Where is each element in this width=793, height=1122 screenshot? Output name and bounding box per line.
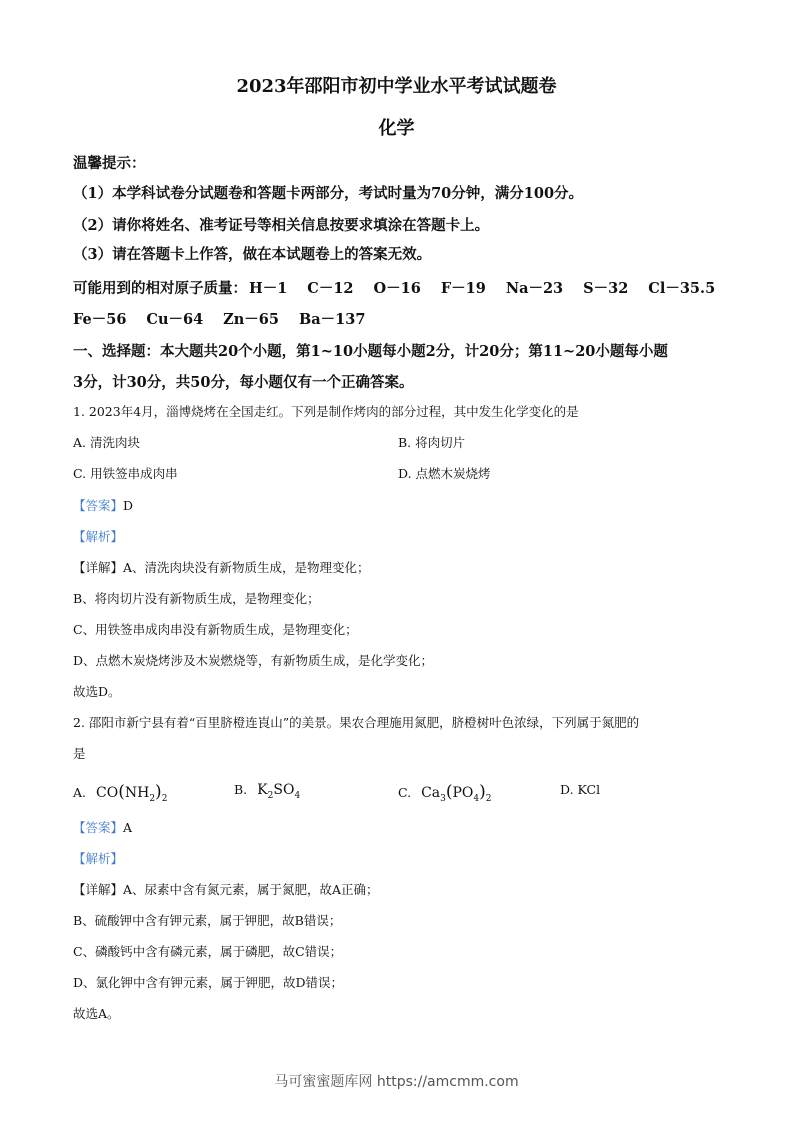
formula-part: PO <box>452 785 474 801</box>
atomic-mass-item: Cl－35.5 <box>648 280 716 297</box>
tip-item: （2）请你将姓名、准考证号等相关信息按要求填涂在答题卡上。 <box>73 217 490 234</box>
formula-subscript: 3 <box>440 794 446 804</box>
subject-title: 化学 <box>378 118 415 139</box>
q1-option-b: B. 将肉切片 <box>398 435 466 450</box>
tip-item: （1）本学科试卷分试题卷和答题卡两部分，考试时量为70分钟，满分100分。 <box>73 185 584 202</box>
q2-analysis-tag: 【解析】 <box>73 851 124 866</box>
formula-subscript: 4 <box>294 791 301 801</box>
atomic-mass-item: Fe－56 <box>73 311 127 328</box>
formula-part: NH <box>124 785 150 801</box>
tips-heading: 温馨提示： <box>73 155 146 172</box>
q2-detail-line: 故选A。 <box>73 1006 120 1021</box>
formula-subscript: 2 <box>267 791 274 801</box>
answer-value: A <box>123 820 133 835</box>
atomic-mass-item: Zn－65 <box>223 311 279 328</box>
q1-detail-line: C、用铁签串成肉串没有新物质生成，是物理变化； <box>73 622 358 637</box>
q2-option-a <box>73 782 167 802</box>
q1-option-c: C. 用铁签串成肉串 <box>73 466 178 481</box>
formula-part: SO <box>273 782 295 798</box>
q1-detail-line: D、点燃木炭烧烤涉及木炭燃烧等，有新物质生成，是化学变化； <box>73 653 434 668</box>
section-heading-line2: 3分，计30分，共50分，每小题仅有一个正确答案。 <box>73 374 414 391</box>
q2-option-c <box>398 782 492 802</box>
atomic-masses-line2 <box>73 308 385 329</box>
footer-watermark: 马可蜜蜜题库网 https://amcmm.com <box>274 1074 519 1090</box>
option-label: A. <box>73 785 87 800</box>
formula-part: CO <box>96 785 119 801</box>
atomic-mass-item: Ba－137 <box>298 311 366 328</box>
q2-stem-line1: 2. 邵阳市新宁县有着“百里脐橙连崀山”的美景。果农合理施用氮肥，脐橙树叶色浓绿，下列属于氮肥的 <box>73 715 640 730</box>
atomic-mass-item: Na－23 <box>505 280 564 297</box>
q2-answer <box>73 818 132 836</box>
atomic-masses-line1 <box>73 277 715 298</box>
formula-subscript: 4 <box>473 794 480 804</box>
answer-tag: 【答案】 <box>73 820 124 835</box>
q2-detail-line: C、磷酸钙中含有磷元素，属于磷肥，故C错误； <box>73 944 343 959</box>
tip-item: （3）请在答题卡上作答，做在本试题卷上的答案无效。 <box>73 246 432 263</box>
formula-potassium-sulfate <box>257 782 301 801</box>
formula-subscript: 2 <box>161 794 168 804</box>
q2-detail-line: D、氯化钾中含有钾元素，属于钾肥，故D错误； <box>73 975 344 990</box>
atomic-masses-label: 可能用到的相对原子质量： <box>73 280 247 297</box>
option-label: C. <box>398 785 412 800</box>
formula-part: K <box>257 782 268 798</box>
section-heading-line1: 一、选择题：本大题共20个小题，第1~10小题每小题2分，计20分；第11~20小题每小题 <box>73 343 668 360</box>
formula-subscript: 2 <box>149 794 156 804</box>
q2-detail-line: 【详解】A、尿素中含有氮元素，属于氮肥，故A正确； <box>73 882 379 897</box>
formula-subscript: 2 <box>485 794 492 804</box>
q1-answer <box>73 496 133 514</box>
q2-detail-line: B、硫酸钾中含有钾元素，属于钾肥，故B错误； <box>73 913 342 928</box>
formula-urea: $CO(NH_2)_2$ <box>96 782 168 804</box>
q2-option-b <box>234 782 301 801</box>
atomic-mass-item: Cu－64 <box>146 311 204 328</box>
q1-detail-line: B、将肉切片没有新物质生成，是物理变化； <box>73 591 320 606</box>
answer-tag: 【答案】 <box>73 498 124 513</box>
q1-option-d: D. 点燃木炭烧烤 <box>398 466 491 481</box>
formula-part: Ca <box>421 785 441 801</box>
page-title: 2023年邵阳市初中学业水平考试试题卷 <box>236 76 557 97</box>
q1-stem: 1. 2023年4月，淄博烧烤在全国走红。下列是制作烤肉的部分过程，其中发生化学变化的是 <box>73 404 579 419</box>
answer-value: D <box>123 498 134 513</box>
q1-detail-line: 故选D。 <box>73 684 121 699</box>
atomic-mass-item: F－19 <box>440 280 486 297</box>
q1-analysis-tag: 【解析】 <box>73 529 124 544</box>
option-label: B. <box>234 782 248 797</box>
q2-option-d: D. KCl <box>560 782 601 797</box>
q1-option-a: A. 清洗肉块 <box>73 435 140 450</box>
atomic-mass-item: C－12 <box>307 280 354 297</box>
atomic-mass-item: O－16 <box>373 280 421 297</box>
atomic-mass-item: S－32 <box>583 280 629 297</box>
formula-calcium-phosphate: $Ca_3(PO_4)_2$ <box>421 782 492 804</box>
q1-detail-line: 【详解】A、清洗肉块没有新物质生成，是物理变化； <box>73 560 370 575</box>
atomic-mass-item: H－1 <box>249 280 288 297</box>
q2-stem-line2: 是 <box>73 746 86 761</box>
